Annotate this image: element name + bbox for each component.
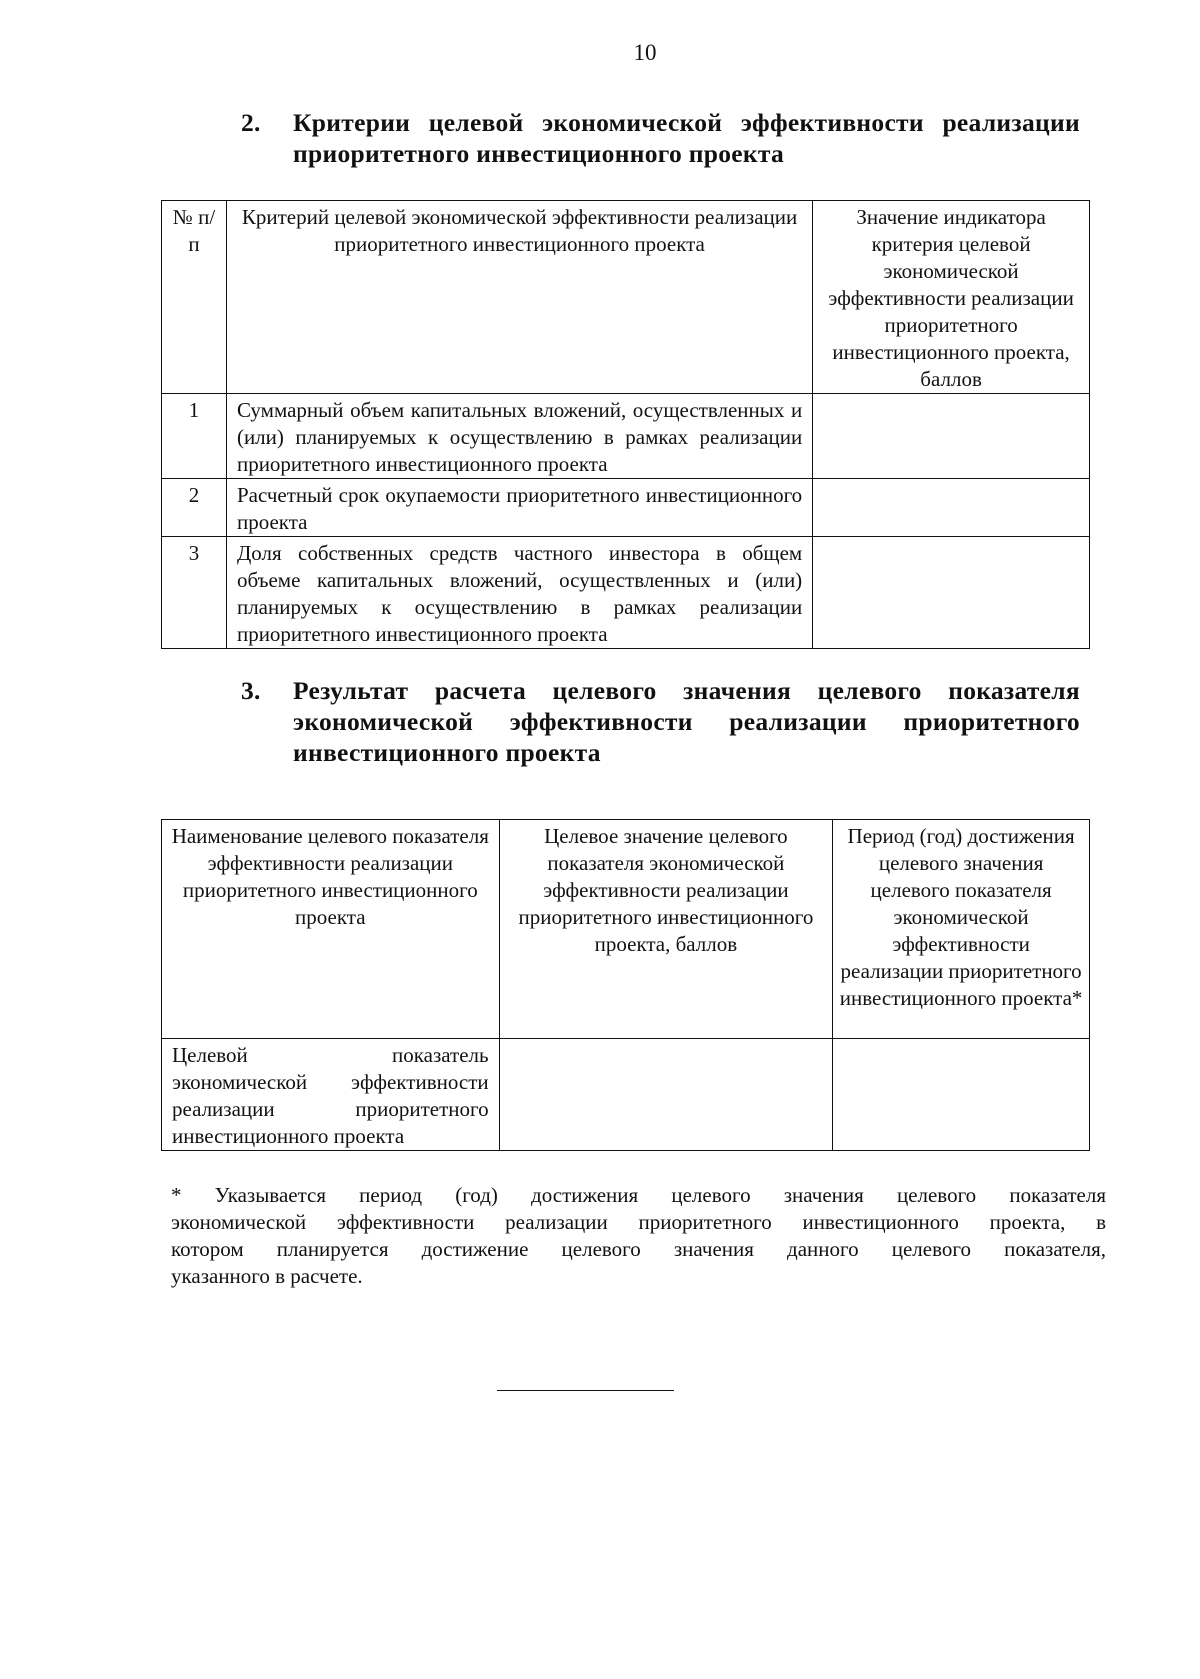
- criteria-table-header-row: [162, 201, 1090, 394]
- table-row: [162, 479, 1090, 537]
- section-2-title-line: Критерии целевой экономической эффективности реализации: [293, 108, 1080, 137]
- header-criterion: Критерий целевой экономической эффективности реализации приоритетного инвестиционного проекта: [226, 201, 812, 394]
- header-period: Период (год) достижения целевого значения целевого показателя экономической эффективности реализации приоритетного инвестиционного проекта*: [833, 820, 1090, 1039]
- row-number: 1: [162, 394, 227, 479]
- header-indicator-value: Значение индикатора критерия целевой экономической эффективности реализации приоритетного инвестиционного проекта, баллов: [813, 201, 1090, 394]
- section-3-title-line: экономической эффективности реализации приоритетного: [293, 707, 1080, 736]
- closing-rule: [497, 1390, 674, 1391]
- section-2-title-line: приоритетного инвестиционного проекта: [293, 139, 785, 168]
- row-number: 3: [162, 537, 227, 649]
- section-3-title-line: Результат расчета целевого значения целевого показателя: [293, 676, 1080, 705]
- section-3-heading: [241, 675, 1080, 768]
- header-number: № п/п: [162, 201, 227, 394]
- header-target-value: Целевое значение целевого показателя экономической эффективности реализации приоритетного инвестиционного проекта, баллов: [499, 820, 833, 1039]
- row-target-value[interactable]: [499, 1039, 833, 1151]
- page-number: 10: [633, 40, 657, 65]
- section-3-title-line: инвестиционного проекта: [293, 738, 601, 767]
- header-indicator-name: Наименование целевого показателя эффективности реализации приоритетного инвестиционного проекта: [162, 820, 500, 1039]
- section-2-heading: [241, 107, 1080, 169]
- footnote-line: указанного в расчете.: [171, 1264, 363, 1288]
- table-row: [162, 1039, 1090, 1151]
- footnote-line: экономической эффективности реализации приоритетного инвестиционного проекта, в: [171, 1210, 1106, 1234]
- row-number: 2: [162, 479, 227, 537]
- row-indicator-name: Целевой показатель экономической эффективности реализации приоритетного инвестиционного проекта: [162, 1039, 500, 1151]
- footnote: [171, 1182, 1106, 1290]
- footnote-line: котором планируется достижение целевого значения данного целевого показателя,: [171, 1237, 1106, 1261]
- table-row: [162, 394, 1090, 479]
- section-3-number: 3.: [241, 676, 261, 705]
- section-2-number: 2.: [241, 108, 261, 137]
- table-row: [162, 537, 1090, 649]
- row-value[interactable]: [813, 479, 1090, 537]
- footnote-line: * Указывается период (год) достижения целевого значения целевого показателя: [171, 1183, 1106, 1207]
- row-criterion: Расчетный срок окупаемости приоритетного инвестиционного проекта: [226, 479, 812, 537]
- row-period[interactable]: [833, 1039, 1090, 1151]
- result-table-header-row: [162, 820, 1090, 1039]
- row-value[interactable]: [813, 537, 1090, 649]
- row-value[interactable]: [813, 394, 1090, 479]
- criteria-table: [161, 200, 1090, 649]
- result-table: [161, 819, 1090, 1151]
- row-criterion: Доля собственных средств частного инвестора в общем объеме капитальных вложений, осуществленных и (или) планируемых к осуществлению в рамках реализации приоритетного инвестиционного проекта: [226, 537, 812, 649]
- row-criterion: Суммарный объем капитальных вложений, осуществленных и (или) планируемых к осуществлению в рамках реализации приоритетного инвестиционного проекта: [226, 394, 812, 479]
